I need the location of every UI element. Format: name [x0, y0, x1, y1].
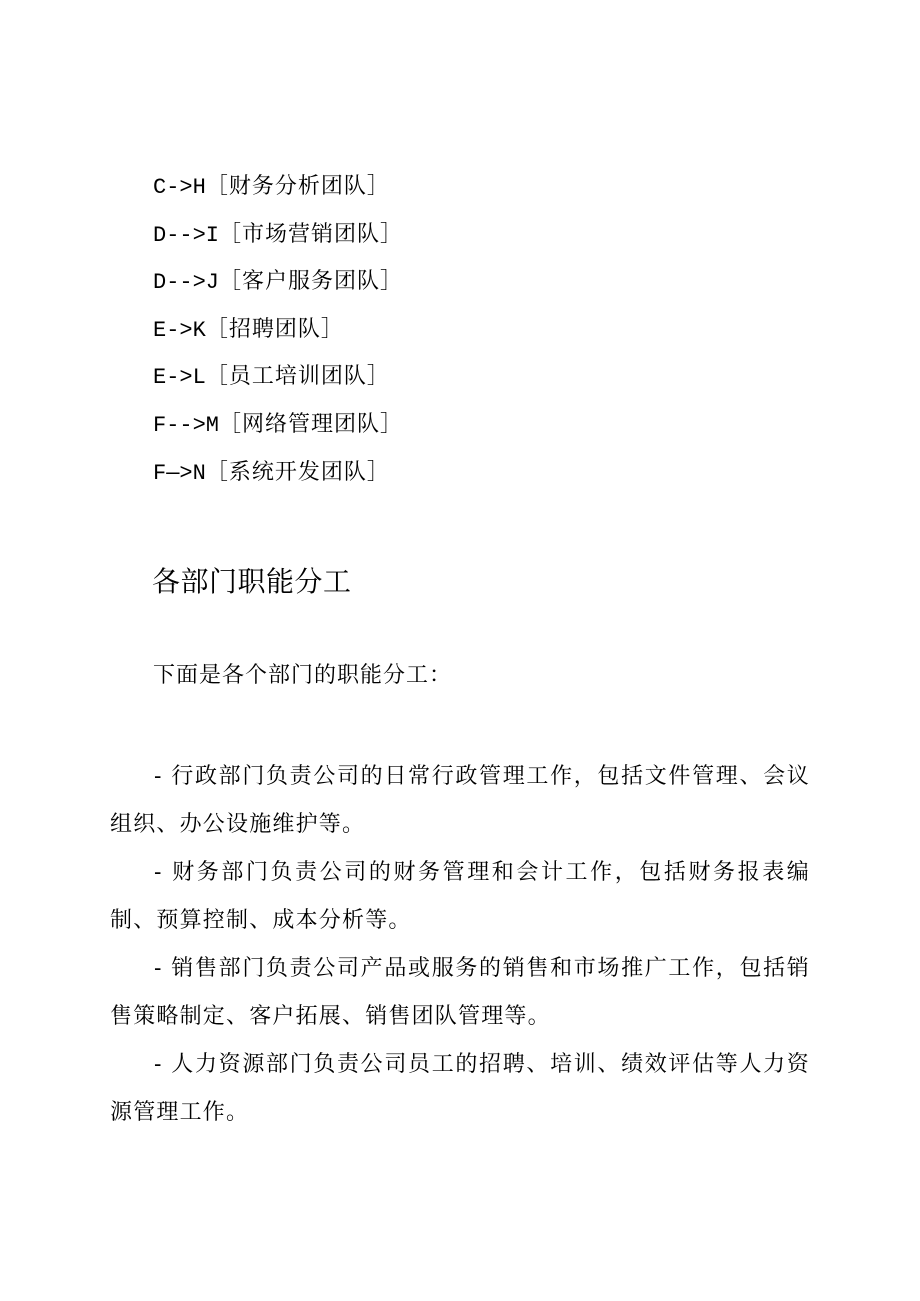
org-mapping-item	[153, 358, 403, 406]
duty-paragraph: - 财务部门负责公司的财务管理和会计工作，包括财务报表编制、预算控制、成本分析等。	[110, 860, 810, 933]
duties-list	[110, 753, 810, 1137]
org-mapping-item	[153, 311, 403, 359]
mapping-code: D-->J	[153, 270, 220, 296]
team-name: ［财务分析团队］	[205, 174, 390, 199]
mapping-code: E->L	[153, 365, 206, 391]
duty-paragraph: - 人力资源部门负责公司员工的招聘、培训、绩效评估等人力资源管理工作。	[110, 1052, 810, 1125]
org-mapping-item	[153, 263, 403, 311]
section-intro: 下面是各个部门的职能分工：	[153, 663, 453, 688]
org-mapping-list	[153, 168, 403, 501]
team-name: ［招聘团队］	[205, 316, 344, 342]
mapping-code: C->H	[153, 175, 206, 200]
mapping-code: D-->I	[153, 222, 220, 248]
org-mapping-item	[153, 216, 403, 264]
team-name: ［市场营销团队］	[219, 221, 404, 247]
team-name: ［客户服务团队］	[219, 269, 404, 295]
mapping-code: F—>N	[153, 460, 206, 486]
mapping-code: F-->M	[153, 412, 220, 438]
team-name: ［网络管理团队］	[219, 411, 404, 437]
mapping-code: E->K	[153, 317, 206, 343]
org-mapping-item	[153, 168, 403, 216]
section-heading: 各部门职能分工	[152, 565, 352, 598]
team-name: ［员工培训团队］	[205, 364, 390, 390]
duty-paragraph: - 行政部门负责公司的日常行政管理工作，包括文件管理、会议组织、办公设施维护等。	[110, 764, 810, 837]
team-name: ［系统开发团队］	[205, 459, 390, 485]
duty-paragraph: - 销售部门负责公司产品或服务的销售和市场推广工作，包括销售策略制定、客户拓展、销售团队管理等。	[110, 956, 810, 1029]
org-mapping-item	[153, 454, 403, 502]
org-mapping-item	[153, 406, 403, 454]
